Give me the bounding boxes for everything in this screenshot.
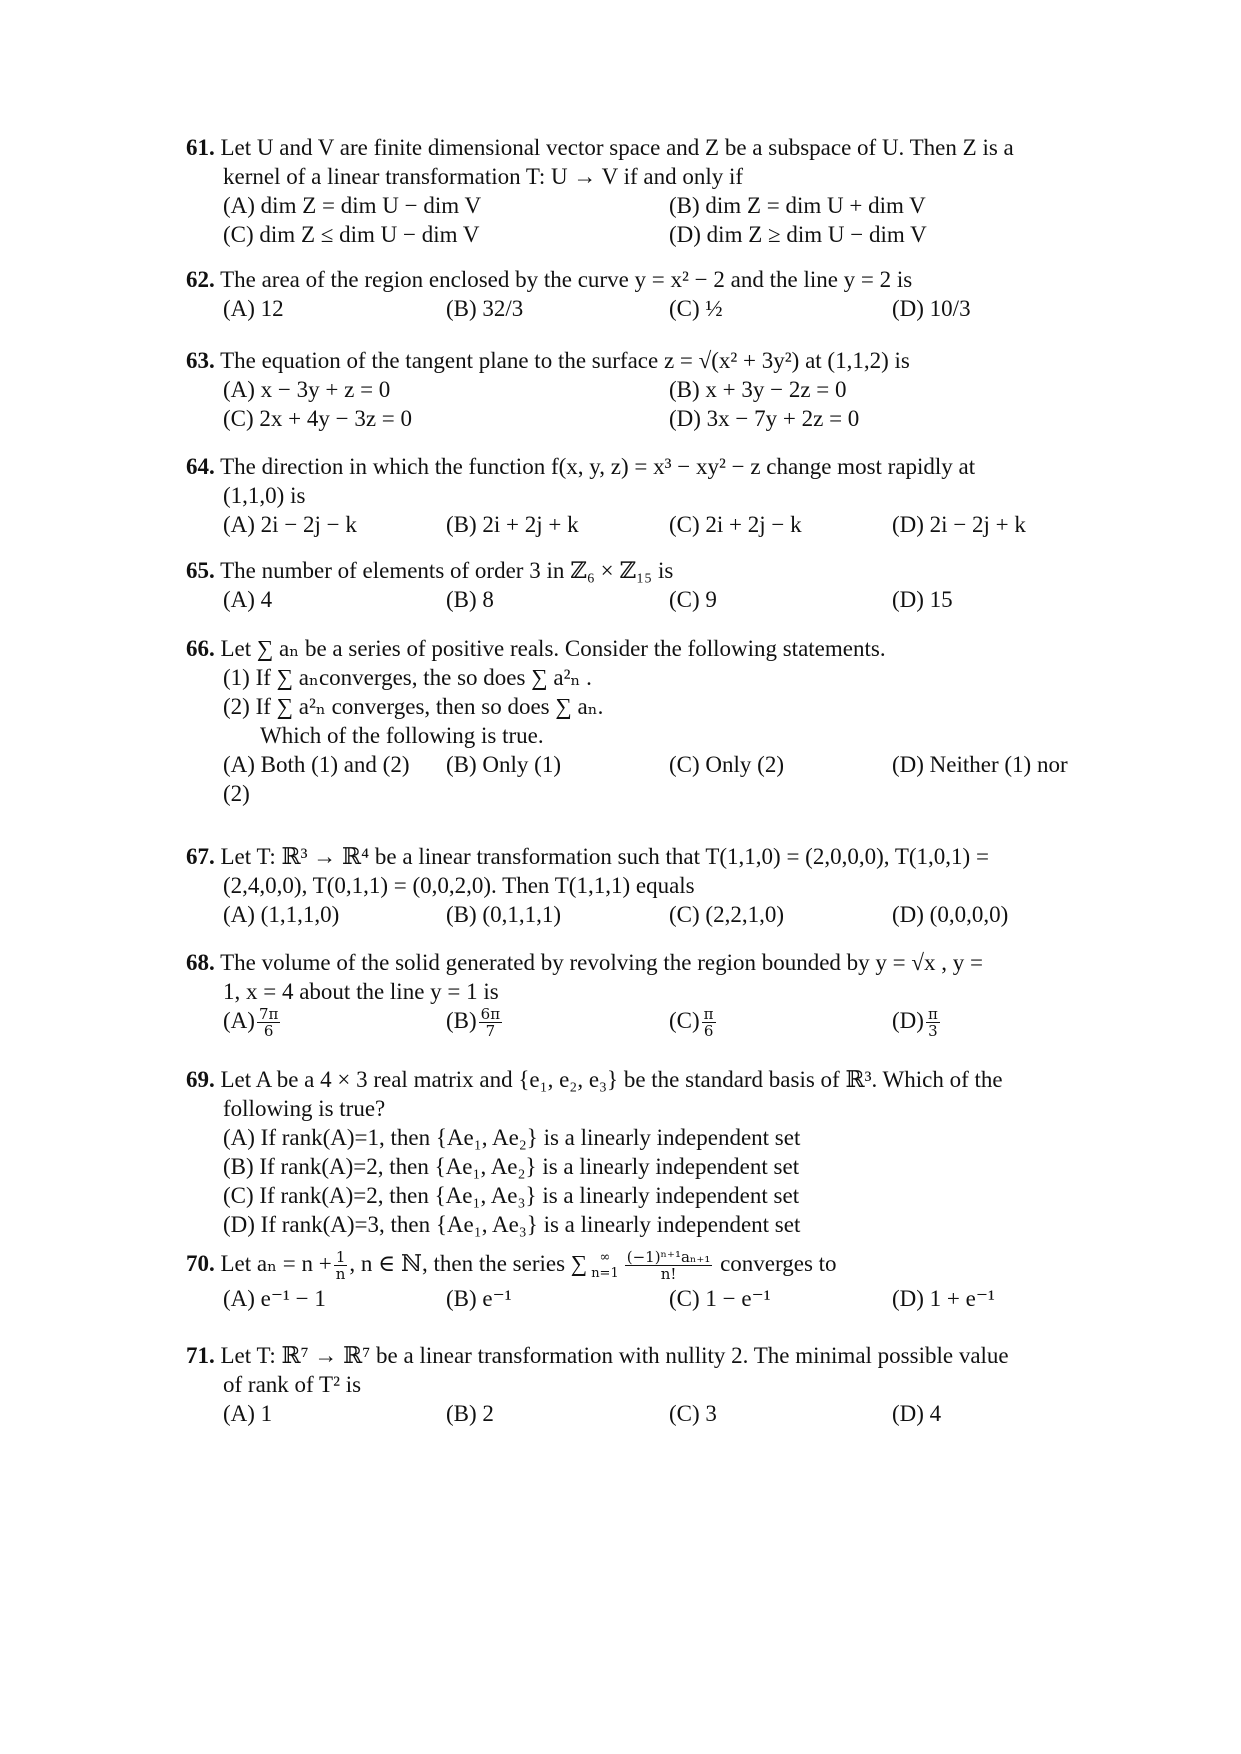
question-text: The number of elements of order 3 in ℤ₆ × ℤ₁₅ is (220, 558, 674, 583)
question-text: of rank of T² is (223, 1372, 362, 1397)
question-number: 70. (186, 1251, 215, 1276)
option-c: (C) 1 − e⁻¹ (669, 1286, 771, 1311)
option-b: (B) 2i + 2j + k (446, 512, 579, 537)
option-b: (B) 2 (446, 1401, 494, 1426)
option-c: (C) 9 (669, 587, 717, 612)
option-d: (D) 1 + e⁻¹ (892, 1286, 995, 1311)
question-70 (186, 1244, 1096, 1313)
option-b: (B) x + 3y − 2z = 0 (669, 377, 847, 402)
option-a: (A) dim Z = dim U − dim V (223, 193, 482, 218)
option-d: (D) $\frac{\pi}{3}$ (892, 1005, 938, 1041)
option-b: (B) Only (1) (446, 752, 561, 777)
option-c: (C) (2,2,1,0) (669, 902, 784, 927)
option-c: (C) Only (2) (669, 752, 784, 777)
option-b: (B) (0,1,1,1) (446, 902, 561, 927)
option-c: (C) $\frac{\pi}{6}$ (669, 1005, 714, 1041)
option-d: (D) Neither (1) nor (892, 752, 1068, 777)
question-71 (186, 1341, 1096, 1428)
option-b: (B) dim Z = dim U + dim V (669, 193, 926, 218)
question-number: 67. (186, 844, 215, 869)
option-a: (A) x − 3y + z = 0 (223, 377, 391, 402)
option-d: (D) 4 (892, 1401, 942, 1426)
option-a: (A) 1 (223, 1401, 273, 1426)
question-text: Let ∑ aₙ be a series of positive reals. Consider the following statements. (220, 636, 886, 661)
question-61 (186, 133, 1096, 249)
question-text: (2,4,0,0), T(0,1,1) = (0,0,2,0). Then T(1,1,1) equals (223, 873, 695, 898)
question-number: 68. (186, 950, 215, 975)
option-d: (D) 3x − 7y + 2z = 0 (669, 406, 860, 431)
option-c: (C) If rank(A)=2, then {Ae₁, Ae₃} is a linearly independent set (223, 1183, 800, 1208)
statement-1: (1) If ∑ aₙconverges, the so does ∑ a²ₙ . (223, 665, 592, 690)
option-c: (C) 2x + 4y − 3z = 0 (223, 406, 413, 431)
sum-limits: ∞ n=1 (591, 1249, 619, 1281)
question-text: Let T: ℝ⁷ → ℝ⁷ be a linear transformation with nullity 2. The minimal possible value (220, 1343, 1009, 1368)
question-text: The volume of the solid generated by revolving the region bounded by y = √x , y = (220, 950, 983, 975)
option-a: (A) (1,1,1,0) (223, 902, 340, 927)
question-number: 65. (186, 558, 215, 583)
option-d: (D) 10/3 (892, 296, 971, 321)
option-c: (C) 3 (669, 1401, 717, 1426)
option-a-continuation: (2) (223, 781, 250, 806)
question-62 (186, 265, 1096, 323)
option-d: (D) 2i − 2j + k (892, 512, 1026, 537)
question-64 (186, 452, 1096, 539)
option-a: (A) e⁻¹ − 1 (223, 1286, 326, 1311)
question-text: The equation of the tangent plane to the surface z = √(x² + 3y²) at (1,1,2) is (220, 348, 910, 373)
question-text: Let A be a 4 × 3 real matrix and {e₁, e₂, e₃} be the standard basis of ℝ³. Which of the (220, 1067, 1003, 1092)
option-d: (D) (0,0,0,0) (892, 902, 1009, 927)
fraction-1-over-n: $\frac{1}{n}$ (335, 1248, 346, 1284)
option-a: (A) $\frac{7\pi}{6}$ (223, 1005, 279, 1041)
option-c: (C) dim Z ≤ dim U − dim V (223, 222, 480, 247)
option-b: (B) 32/3 (446, 296, 524, 321)
question-63 (186, 346, 1096, 433)
question-text: Let T: ℝ³ → ℝ⁴ be a linear transformation such that T(1,1,0) = (2,0,0,0), T(1,0,1) = (220, 844, 989, 869)
question-number: 66. (186, 636, 215, 661)
option-a: (A) If rank(A)=1, then {Ae₁, Ae₂} is a linearly independent set (223, 1125, 801, 1150)
option-d: (D) 15 (892, 587, 953, 612)
question-text-part-2: , n ∈ ℕ, then the series ∑ (349, 1251, 588, 1276)
question-text-part-3: converges to (720, 1251, 837, 1276)
option-c: (C) ½ (669, 296, 723, 321)
question-65 (186, 556, 1096, 614)
option-a: (A) 12 (223, 296, 284, 321)
question-prompt: Which of the following is true. (260, 723, 544, 748)
question-number: 69. (186, 1067, 215, 1092)
question-66 (186, 634, 1096, 808)
question-69 (186, 1065, 1096, 1239)
series-term: $\frac{\text{(−1)ⁿ⁺¹aₙ₊₁}}{n!}$ (626, 1248, 711, 1284)
option-b: (B) e⁻¹ (446, 1286, 512, 1311)
question-text: following is true? (223, 1096, 386, 1121)
option-b: (B) $\frac{6\pi}{7}$ (446, 1005, 501, 1041)
option-b: (B) If rank(A)=2, then {Ae₁, Ae₂} is a linearly independent set (223, 1154, 800, 1179)
statement-2: (2) If ∑ a²ₙ converges, then so does ∑ aₙ. (223, 694, 604, 719)
question-text: (1,1,0) is (223, 483, 306, 508)
question-number: 62. (186, 267, 215, 292)
question-text: Let U and V are finite dimensional vector space and Z be a subspace of U. Then Z is a (220, 135, 1014, 160)
question-67 (186, 842, 1096, 929)
question-text: The direction in which the function f(x, y, z) = x³ − xy² − z change most rapidly at (220, 454, 976, 479)
option-b: (B) 8 (446, 587, 494, 612)
option-a: (A) 2i − 2j − k (223, 512, 357, 537)
question-number: 64. (186, 454, 215, 479)
question-text: 1, x = 4 about the line y = 1 is (223, 979, 499, 1004)
question-68 (186, 948, 1096, 1046)
question-text: kernel of a linear transformation T: U → V if and only if (223, 164, 744, 189)
option-c: (C) 2i + 2j − k (669, 512, 802, 537)
option-d: (D) If rank(A)=3, then {Ae₁, Ae₃} is a linearly independent set (223, 1212, 801, 1237)
question-text: The area of the region enclosed by the curve y = x² − 2 and the line y = 2 is (220, 267, 913, 292)
option-d: (D) dim Z ≥ dim U − dim V (669, 222, 927, 247)
option-a: (A) 4 (223, 587, 273, 612)
question-number: 63. (186, 348, 215, 373)
question-text-part-1: Let aₙ = n + (220, 1251, 332, 1276)
question-number: 61. (186, 135, 215, 160)
option-a: (A) Both (1) and (2) (223, 752, 410, 777)
question-number: 71. (186, 1343, 215, 1368)
